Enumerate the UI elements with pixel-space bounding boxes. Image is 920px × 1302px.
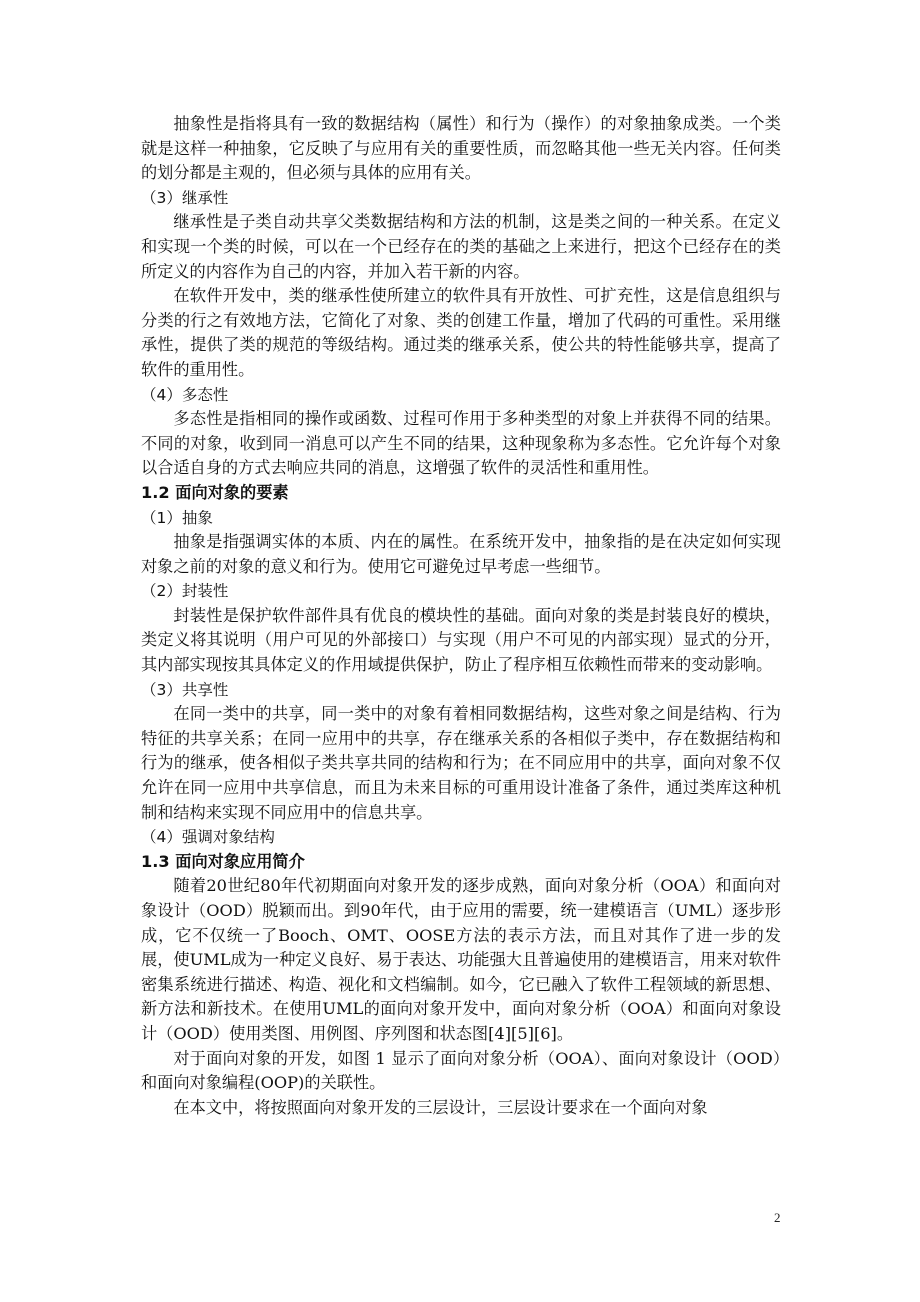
- paragraph-encapsulation: 封装性是保护软件部件具有优良的模块性的基础。面向对象的类是封装良好的模块，类定义将其说明（用户可见的外部接口）与实现（用户不可见的内部实现）显式的分开，其内部实现按其具体定义的作用域提供保护，防止了程序相互依赖性而带来的变动影响。: [141, 605, 781, 675]
- paragraph-abstraction-class: 抽象性是指将具有一致的数据结构（属性）和行为（操作）的对象抽象成类。一个类就是这样一种抽象，它反映了与应用有关的重要性质，而忽略其他一些无关内容。任何类的划分都是主观的，但必须与具体的应用有关。: [141, 114, 781, 183]
- paragraph-inheritance-software: 在软件开发中，类的继承性使所建立的软件具有开放性、可扩充性，这是信息组织与分类的行之有效地方法，它简化了对象、类的创建工作量，增加了代码的可重性。采用继承性，提供了类的规范的等级结构。通过类的继承关系，使公共的特性能够共享，提高了软件的重用性。: [141, 286, 781, 379]
- document-body: [141, 112, 781, 1120]
- paragraph-sharing: 在同一类中的共享，同一类中的对象有着相同数据结构，这些对象之间是结构、行为特征的共享关系；在同一应用中的共享，存在继承关系的各相似子类中，存在数据结构和行为的继承，使各相似子类共享共同的结构和行为；在不同应用中的共享，面向对象不仅允许在同一应用中共享信息，而且为未来目标的可重用设计准备了条件，通过类库这种机制和结构来实现不同应用中的信息共享。: [141, 704, 781, 822]
- list-item-encapsulation: （2）封装性: [141, 582, 229, 601]
- page-number: 2: [774, 1210, 781, 1225]
- section-heading-1-3: 1.3 面向对象应用简介: [141, 851, 305, 871]
- paragraph-three-tier: 在本文中，将按照面向对象开发的三层设计，三层设计要求在一个面向对象: [173, 1097, 708, 1117]
- list-item-sharing: （3）共享性: [141, 680, 229, 699]
- list-item-abstraction: （1）抽象: [141, 508, 213, 527]
- paragraph-abstraction: 抽象是指强调实体的本质、内在的属性。在系统开发中，抽象指的是在决定如何实现对象之前的对象的意义和行为。使用它可避免过早考虑一些细节。: [141, 532, 781, 576]
- section-heading-1-2: 1.2 面向对象的要素: [141, 482, 289, 502]
- paragraph-polymorphism: 多态性是指相同的操作或函数、过程可作用于多种类型的对象上并获得不同的结果。不同的对象，收到同一消息可以产生不同的结果，这种现象称为多态性。它允许每个对象以合适自身的方式去响应共同的消息，这增强了软件的灵活性和重用性。: [141, 409, 781, 478]
- paragraph-uml-history: 随着20世纪80年代初期面向对象开发的逐步成熟，面向对象分析（OOA）和面向对象设计（OOD）脱颖而出。到90年代，由于应用的需要，统一建模语言（UML）逐步形成，它不仅统一了Booch、OMT、OOSE方法的表示方法，而且对其作了进一步的发展，使UML成为一种定义良好、易于表达、功能强大且普遍使用的建模语言，用来对软件密集系统进行描述、构造、视化和文档编制。如今，它已融入了软件工程领域的新思想、新方法和新技术。在使用UML的面向对象开发中，面向对象分析（OOA）和面向对象设计（OOD）使用类图、用例图、序列图和状态图[4][5][6]。: [141, 876, 781, 1043]
- paragraph-inheritance-definition: 继承性是子类自动共享父类数据结构和方法的机制，这是类之间的一种关系。在定义和实现一个类的时候，可以在一个已经存在的类的基础之上来进行，把这个已经存在的类所定义的内容作为自己的内容，并加入若干新的内容。: [141, 212, 781, 281]
- list-item-polymorphism: （4）多态性: [141, 385, 229, 404]
- list-item-object-structure: （4）强调对象结构: [141, 828, 275, 847]
- list-item-inheritance: （3）继承性: [141, 188, 229, 207]
- paragraph-ooa-ood-oop: 对于面向对象的开发，如图 1 显示了面向对象分析（OOA）、面向对象设计（OOD）和面向对象编程(OOP)的关联性。: [141, 1048, 781, 1093]
